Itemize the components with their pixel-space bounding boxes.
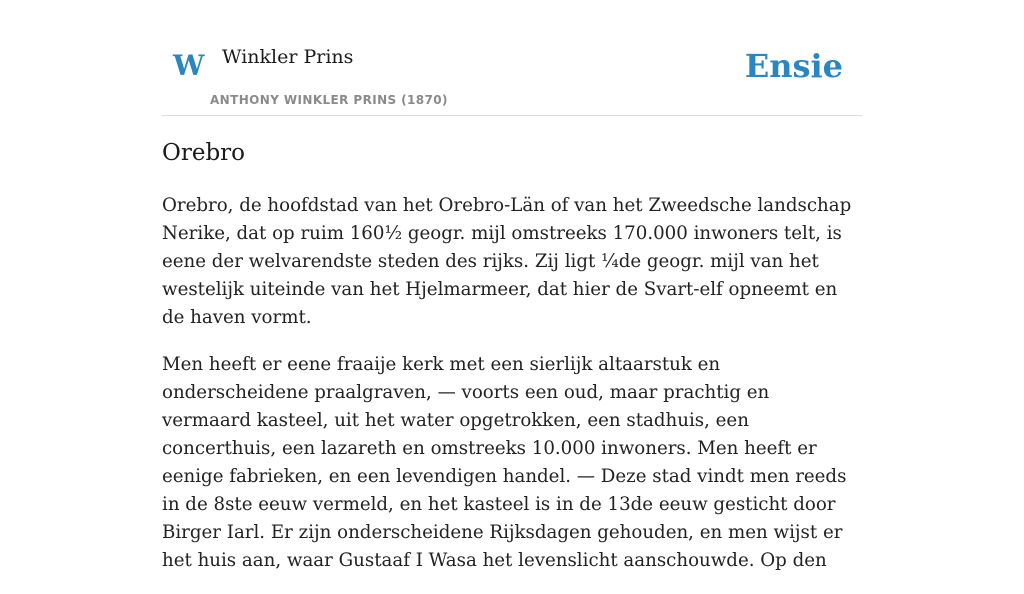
article-paragraph: Men heeft er eene fraaije kerk met een sierlijk altaarstuk en onderscheidene praalgraven, — voorts een oud, maar prachtig en vermaard kasteel, uit het water opgetrokken, een stadhuis, een concerthuis, een lazareth en omstreeks 10.000 inwoners. Men heeft er eenige fabrieken, en een levendigen handel. — Deze stad vindt men reeds in de 8ste eeuw vermeld, en het kasteel is in de 13de eeuw gesticht door Birger Iarl. Er zijn onderscheidene Rijksdagen gehouden, en men wijst er het huis aan, waar Gustaaf I Wasa het levenslicht aanschouwde. Op den	[162, 354, 847, 571]
source-header	[162, 0, 862, 116]
source-logo[interactable]: W	[173, 49, 205, 82]
page-container	[162, 0, 862, 571]
article-body	[162, 192, 862, 594]
ensie-logo[interactable]: Ensie	[744, 47, 843, 85]
source-title-link[interactable]: Winkler Prins	[222, 46, 354, 68]
source-subtitle: ANTHONY WINKLER PRINS (1870)	[210, 93, 448, 107]
article-title: Orebro	[162, 140, 246, 166]
article-paragraph: Orebro, de hoofdstad van het Orebro-Län of van het Zweedsche landschap Nerike, dat op ruim 160½ geogr. mijl omstreeks 170.000 inwoners telt, is eene der welvarendste steden des rijks. Zij ligt ¼de geogr. mijl van het westelijk uiteinde van het Hjelmarmeer, dat hier de Svart-elf opneemt en de haven vormt.	[162, 195, 852, 328]
